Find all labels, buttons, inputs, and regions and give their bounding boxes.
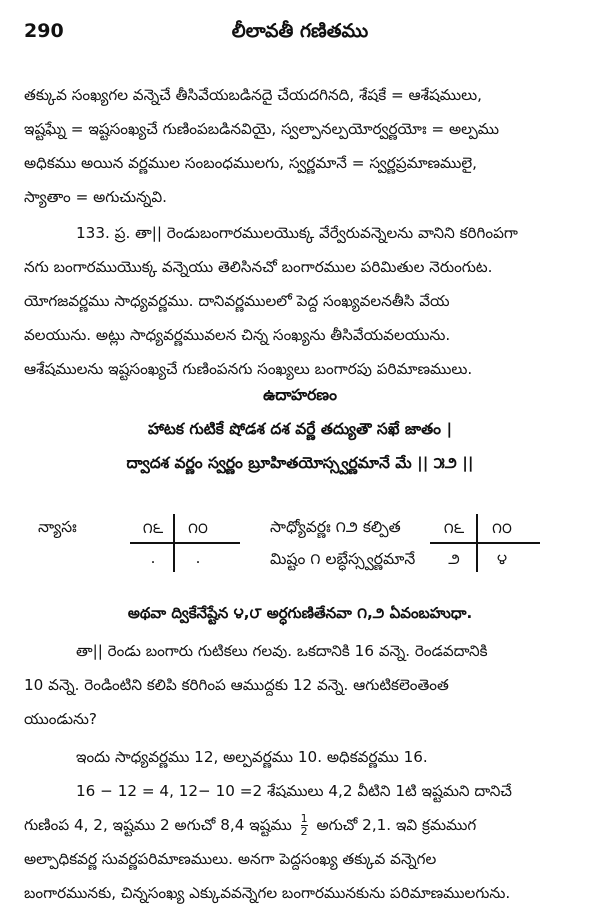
text-line: స్యాతాం = అగుచున్నవి. bbox=[24, 188, 167, 206]
paragraph-sadhya: ఇందు సాధ్యవర్ణము 12, అల్పవర్ణము 10. అధికవర్ణము 16. bbox=[76, 748, 428, 766]
text-line: యుండును? bbox=[24, 710, 97, 728]
text-line: అధికము అయిన వర్ణముల సంబంధములగు, స్వర్ణమానే = స్వర్ణప్రమాణములై, bbox=[24, 154, 477, 172]
fraction-denominator: 2 bbox=[300, 825, 308, 838]
text-line: బంగారమునకు, చిన్నసంఖ్య ఎక్కువవన్నెగల బంగారమునకును పరిమాణములగును. bbox=[24, 884, 511, 902]
text-line: యోగజవర్ణము సాధ్యవర్ణము. దానివర్ణములలో పెద్ద సంఖ్యవలనతీసి వేయ bbox=[24, 292, 450, 310]
text-span: అగుచో 2,1. ఇవి క్రమముగ bbox=[316, 816, 477, 834]
nyasa-label: న్యాసః bbox=[38, 518, 77, 536]
table-cell: ౧౦ bbox=[187, 519, 209, 537]
table-cell: ౪ bbox=[496, 550, 508, 568]
udaharanam-heading: ఉదాహరణం bbox=[263, 386, 337, 404]
paragraph-definitions bbox=[24, 78, 584, 214]
table-cell: ౧౬ bbox=[142, 519, 164, 537]
table-horizontal-rule bbox=[130, 542, 240, 544]
fraction bbox=[301, 813, 308, 838]
text-span: గుణింప 4, 2, ఇష్టము 2 అగుచో 8,4 ఇష్టము bbox=[24, 816, 292, 834]
text-line: అల్పాధికవర్ణ సువర్ణపరిమాణములు. అనగా పెద్దసంఖ్య తక్కువ వన్నెగల bbox=[24, 850, 437, 868]
text-line: తా|| రెండు బంగారు గుటికలు గలవు. ఒకదానికి 16 వన్నె. రెండవదానికి bbox=[76, 642, 488, 660]
text-line: నగు బంగారముయొక్క వన్నెయు తెలిసినచో బంగారముల పరిమితుల నెరుంగుట. bbox=[24, 258, 493, 276]
fraction-numerator: 1 bbox=[300, 812, 308, 825]
text-line: వలయును. అట్లు సాధ్యవర్ణమువలన చిన్న సంఖ్యను తీసివేయవలయును. bbox=[24, 326, 451, 344]
verse-line-1: హాటక గుటికే షోడశ దశ వర్ణే తద్యుతౌ సఖే జాతం | bbox=[147, 420, 453, 438]
text-line bbox=[24, 808, 584, 842]
paragraph-solution bbox=[24, 774, 584, 910]
page-number: 290 bbox=[24, 20, 64, 42]
running-title: లీలావతీ గణితము bbox=[231, 20, 369, 42]
table-cell: ౧౦ bbox=[491, 519, 513, 537]
nyasa-equation-line-1: సాధ్యోవర్ణః ౧౨ కల్పిత bbox=[270, 518, 401, 536]
table-horizontal-rule bbox=[430, 542, 540, 544]
table-vertical-rule bbox=[173, 514, 175, 572]
paragraph-ta bbox=[24, 634, 584, 736]
verse-line-2: ద్వాదశ వర్ణం స్వర్ణం బ్రూహితయోస్స్వర్ణమానే మే || ౫౨ || bbox=[126, 454, 474, 472]
text-line: ఆశేషములను ఇష్టసంఖ్యచే గుణింపనగు సంఖ్యలు బంగారపు పరిమాణములు. bbox=[24, 360, 473, 378]
nyasa-equation-line-2: మిష్టం ౧ లబ్ధేస్స్వర్ణమానే bbox=[270, 550, 416, 568]
text-line: 133. ప్ర. తా|| రెండుబంగారములయొక్క వేర్వేరువన్నెలను వానిని కరిగింపగా bbox=[76, 224, 518, 242]
table-cell: . bbox=[195, 549, 201, 567]
table-cell: ౧౬ bbox=[443, 519, 465, 537]
text-line: ఇష్టఘ్నే = ఇష్టసంఖ్యచే గుణింపబడినవియై, స్వల్పానల్పయోర్వర్ణయోః = అల్పము bbox=[24, 120, 500, 138]
text-line: తక్కువ సంఖ్యగల వన్నెచే తీసివేయబడినదై చేయదగినది, శేషకే = ఆశేషములు, bbox=[24, 86, 482, 104]
athava-line: అథవా ద్వికేనేష్టేన ౪,౮ అర్ధగుణితేనవా ౧,౨ ఏవంబహుధా. bbox=[127, 604, 473, 622]
table-vertical-rule bbox=[476, 514, 478, 572]
page-header bbox=[0, 12, 600, 52]
table-cell: ౨ bbox=[448, 550, 460, 568]
text-line: 10 వన్నె. రెండింటిని కలిపి కరిగింప ఆముద్దకు 12 వన్నె. ఆగుటికలెంతెంత bbox=[24, 676, 449, 694]
table-cell: . bbox=[150, 549, 156, 567]
text-line: 16 − 12 = 4, 12− 10 =2 శేషములు 4,2 వీటిని 1టి ఇష్టమని దానిచే bbox=[76, 782, 512, 800]
paragraph-133 bbox=[24, 216, 584, 386]
